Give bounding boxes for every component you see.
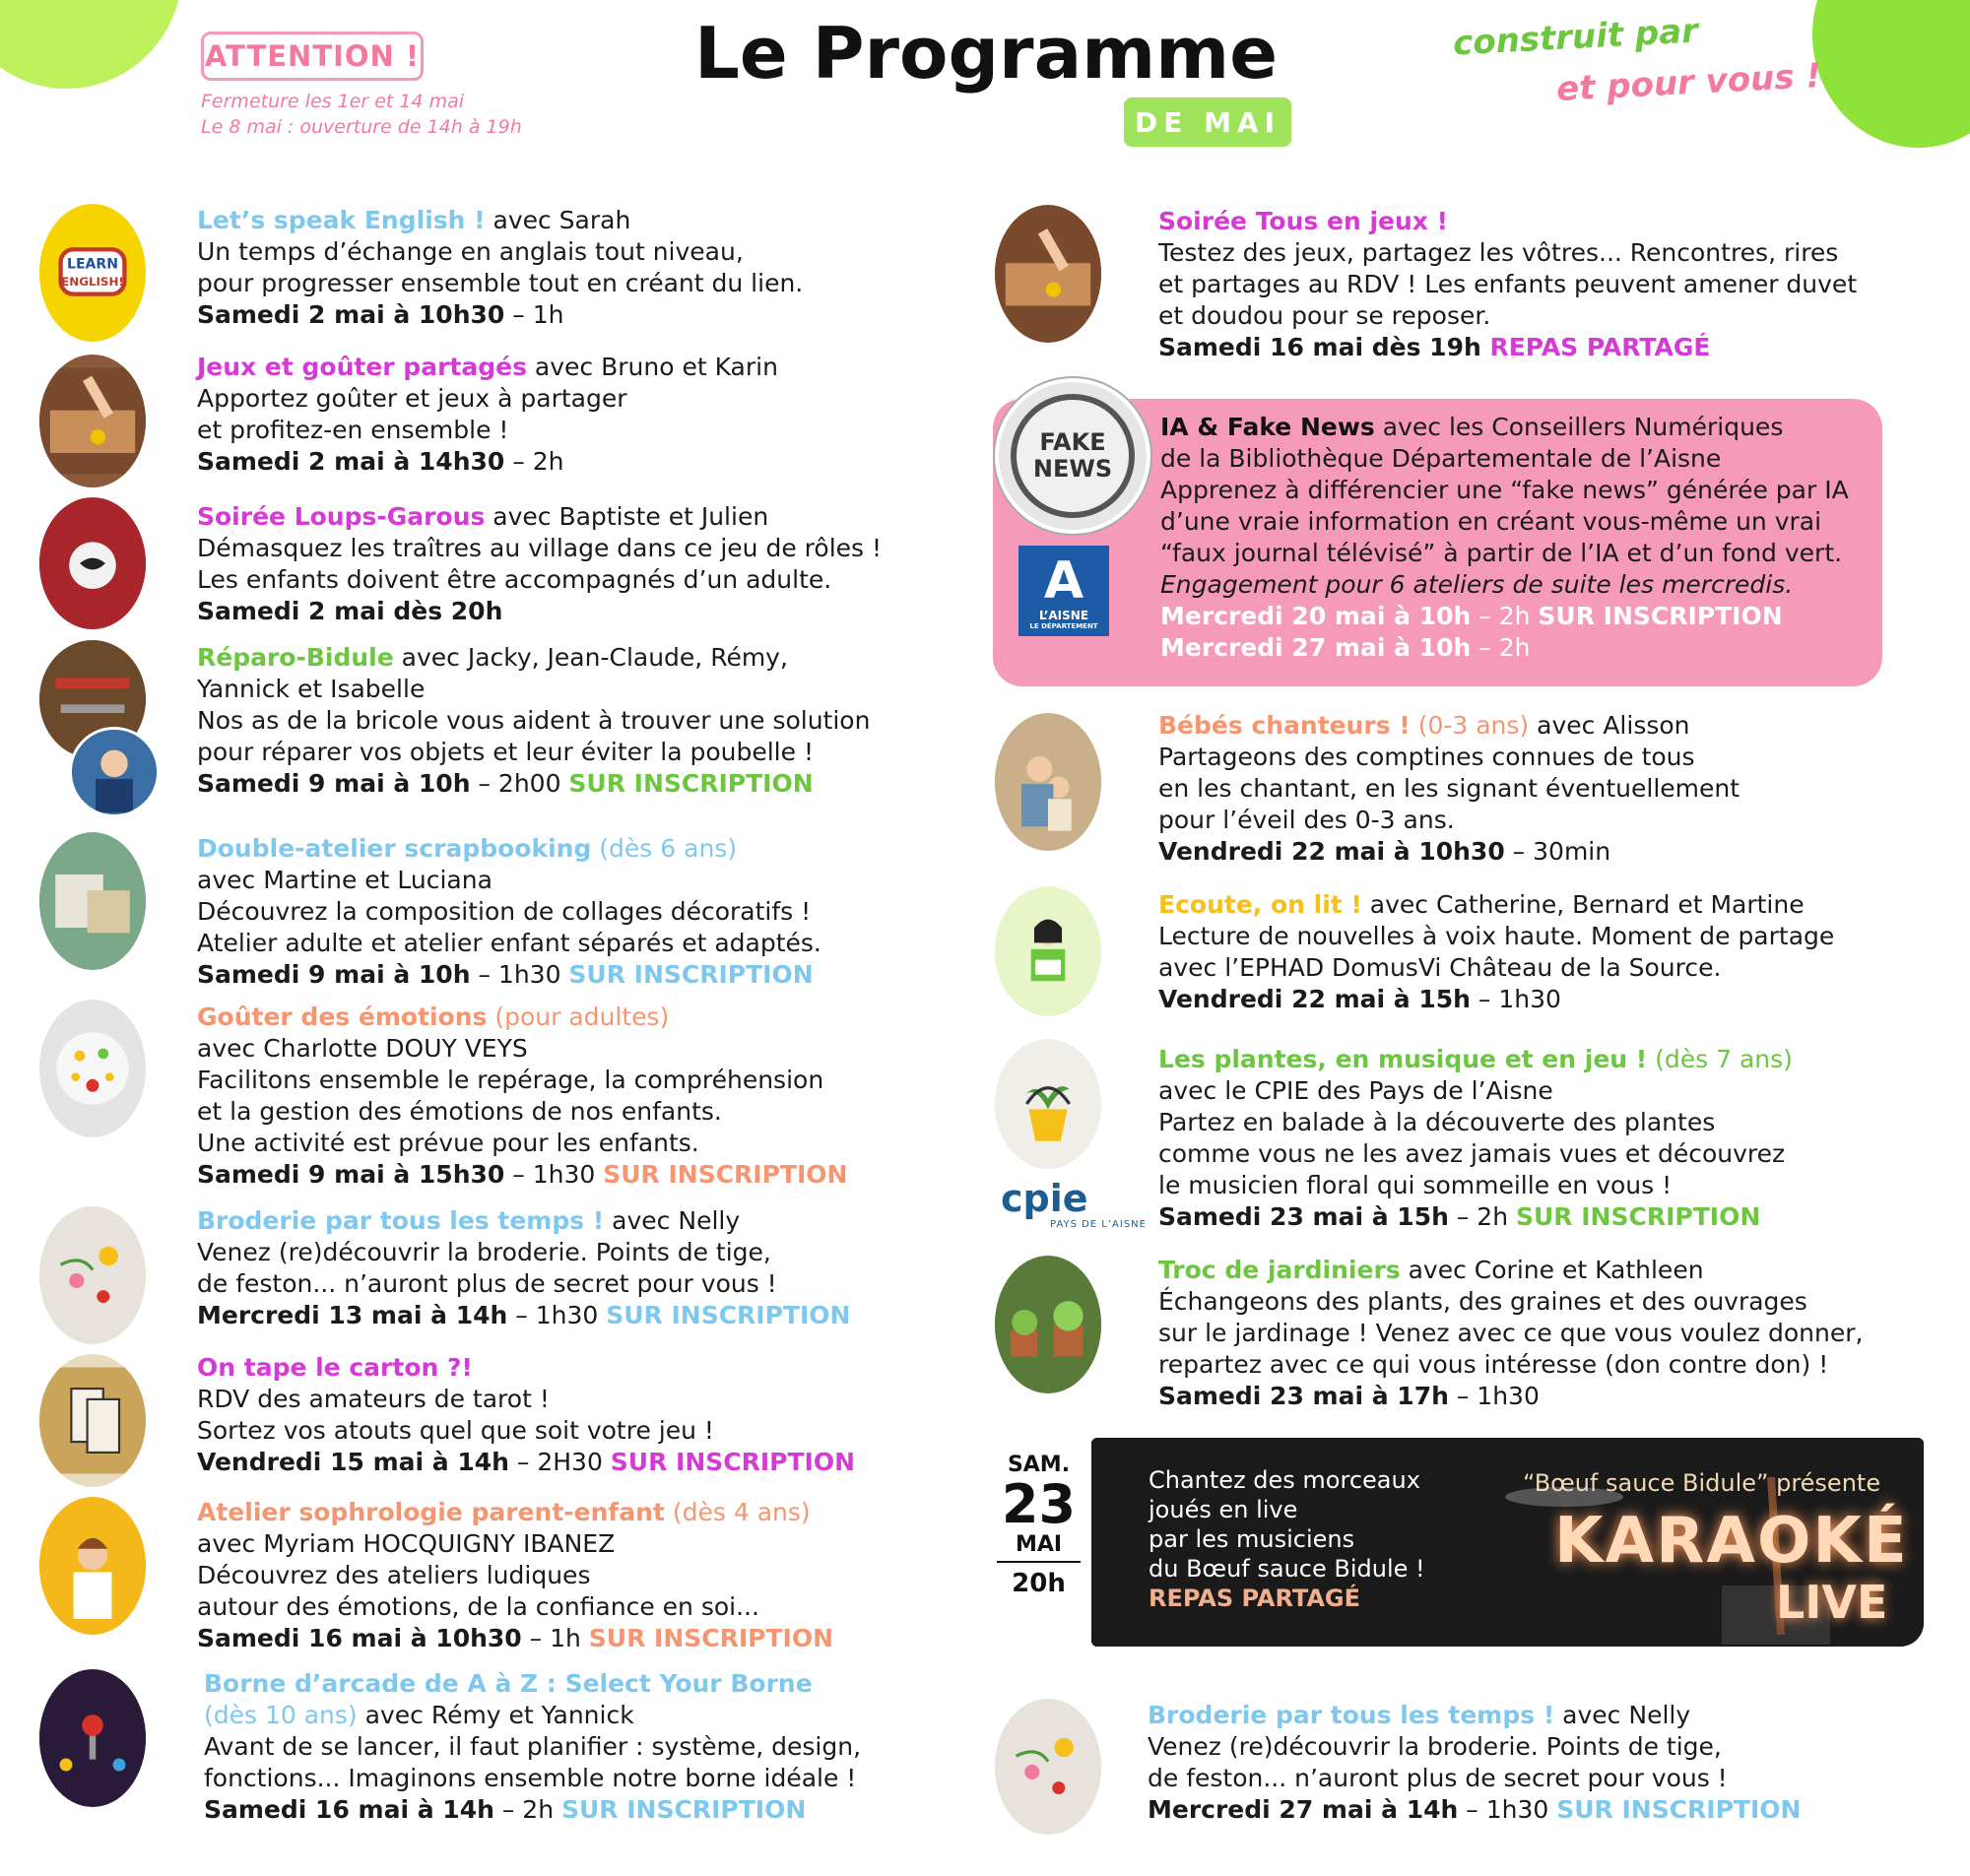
karaoke-line: Chantez des morceaux [1149, 1466, 1420, 1494]
cpie-logo-subtext: PAYS DE L’AISNE [1050, 1219, 1147, 1230]
svg-text:LEARN: LEARN [67, 256, 118, 273]
event-when: Samedi 9 mai à 10h [197, 769, 471, 798]
event-title: Réparo-Bidule [197, 643, 394, 672]
event-desc-line: pour progresser ensemble tout en créant du lien. [197, 269, 804, 297]
event-duration: – 1h30 [1470, 985, 1561, 1013]
event-title: IA & Fake News [1160, 413, 1375, 441]
event-host: avec Rémy et Yannick [357, 1701, 634, 1729]
event-desc-line: Nos as de la bricole vous aident à trouver une solution [197, 706, 871, 735]
event-jeux-gouter [197, 352, 778, 478]
event-bebes-chanteurs [1158, 710, 1740, 868]
event-desc-line: “faux journal télévisé” à partir de l’IA et d’un fond vert. [1160, 539, 1843, 567]
event-desc-line: et partages au RDV ! Les enfants peuvent amener duvet [1158, 270, 1858, 298]
event-duration: – 2h [1448, 1202, 1516, 1231]
event-duration: – 1h30 [470, 960, 569, 989]
registration-tag: SUR INSCRIPTION [1556, 1795, 1802, 1824]
event-ecoute-on-lit [1158, 889, 1834, 1015]
event-loups-garous [197, 501, 882, 627]
karaoke-banner [1091, 1438, 1924, 1647]
event-desc-line: Un temps d’échange en anglais tout niveau, [197, 237, 744, 266]
registration-tag: SUR INSCRIPTION [568, 769, 814, 798]
karaoke-text-block [1149, 1465, 1425, 1613]
event-duration: – 2h00 [470, 769, 569, 798]
event-host: avec les Conseillers Numériques [1374, 413, 1784, 441]
decorative-blob-left [0, 0, 182, 89]
embroidery-photo [39, 1206, 146, 1344]
cpie-logo: cpie [1001, 1177, 1088, 1220]
event-desc-line: Découvrez la composition de collages décoratifs ! [197, 897, 812, 926]
event-scrapbooking [197, 833, 821, 991]
event-title: Goûter des émotions [197, 1003, 488, 1031]
event-when: Samedi 9 mai à 10h [197, 960, 471, 989]
event-desc-line: avec l’EPHAD DomusVi Château de la Source. [1158, 953, 1722, 982]
event-host: avec Nelly [604, 1206, 741, 1235]
event-note: Engagement pour 6 ateliers de suite les mercredis. [1160, 570, 1794, 599]
event-desc-line: Apprenez à différencier une “fake news” générée par IA [1160, 476, 1849, 504]
reading-illustration [995, 886, 1101, 1016]
tarot-svg [39, 1354, 146, 1487]
tagline-line-1: construit par [1452, 11, 1699, 64]
karaoke-presents: “Bœuf sauce Bidule” présente [1523, 1469, 1881, 1497]
closure-line-2: Le 8 mai : ouverture de 14h à 19h [201, 116, 522, 138]
event-desc-line: Venez (re)découvrir la broderie. Points de tige, [197, 1238, 771, 1266]
learn-english-icon [39, 204, 146, 342]
event-desc-line: de feston... n’auront plus de secret pour vous ! [197, 1269, 777, 1298]
board-game-photo [39, 355, 146, 487]
event-host: avec Corine et Kathleen [1400, 1256, 1704, 1284]
event-desc-line: d’une vraie information en créant vous-même un vrai [1160, 507, 1822, 536]
page-title: Le Programme [694, 12, 1279, 95]
event-age: (0-3 ans) [1410, 711, 1530, 740]
event-duration: – 1h [521, 1624, 589, 1652]
event-desc-line: fonctions... Imaginons ensemble notre borne idéale ! [204, 1764, 857, 1792]
event-host: avec Bruno et Karin [526, 353, 778, 381]
event-desc-line: Atelier adulte et atelier enfant séparés et adaptés. [197, 929, 821, 957]
registration-tag: SUR INSCRIPTION [610, 1448, 856, 1476]
event-desc-line: Partageons des comptines connues de tous [1158, 743, 1695, 771]
decorative-blob-right [1812, 0, 1970, 148]
event-desc-line: Les enfants doivent être accompagnés d’un adulte. [197, 565, 832, 594]
event-age: (dès 4 ans) [664, 1498, 811, 1526]
event-desc-line: Avant de se lancer, il faut planifier : système, design, [204, 1732, 862, 1761]
event-when: Samedi 9 mai à 15h30 [197, 1160, 505, 1189]
event-when: Samedi 23 mai à 15h [1158, 1202, 1449, 1231]
reading-svg [995, 886, 1101, 1016]
aisne-logo-subtext: LE DÉPARTEMENT [1029, 622, 1098, 630]
karaoke-line: du Bœuf sauce Bidule ! [1149, 1555, 1425, 1583]
aisne-department-logo [1018, 546, 1109, 636]
garden-svg [995, 1256, 1101, 1393]
registration-tag: SUR INSCRIPTION [588, 1624, 834, 1652]
event-host: avec Myriam HOCQUIGNY IBANEZ [197, 1529, 616, 1558]
event-desc-line: autour des émotions, de la confiance en soi... [197, 1592, 759, 1621]
event-duration-2: – 2h [1471, 633, 1531, 662]
event-desc-line: repartez avec ce qui vous intéresse (don contre don) ! [1158, 1350, 1829, 1379]
registration-tag: SUR INSCRIPTION [603, 1160, 848, 1189]
scrapbook-svg [39, 832, 146, 970]
event-duration: – 2H30 [508, 1448, 611, 1476]
embroidery-photo-2 [995, 1699, 1101, 1835]
event-duration: – 2h [504, 447, 564, 476]
event-when: Vendredi 22 mai à 10h30 [1158, 837, 1505, 866]
event-host: avec Nelly [1554, 1701, 1691, 1729]
attention-badge: ATTENTION ! [201, 32, 424, 81]
werewolf-svg [39, 497, 146, 629]
event-desc-line: Découvrez des ateliers ludiques [197, 1561, 591, 1589]
svg-text:FAKE: FAKE [1039, 428, 1106, 456]
registration-tag: SUR INSCRIPTION [1516, 1202, 1761, 1231]
event-duration: – 1h30 [507, 1301, 607, 1329]
event-title: Broderie par tous les temps ! [197, 1206, 605, 1235]
event-title: On tape le carton ?! [197, 1353, 473, 1382]
event-desc-line: pour l’éveil des 0-3 ans. [1158, 806, 1455, 834]
event-desc-line: Lecture de nouvelles à voix haute. Moment de partage [1158, 922, 1835, 950]
karaoke-time: 20h [1012, 1569, 1066, 1598]
registration-tag: SUR INSCRIPTION [568, 960, 814, 989]
event-duration: – 1h30 [504, 1160, 604, 1189]
board-game-svg [39, 355, 146, 487]
event-title: Les plantes, en musique et en jeu ! [1158, 1045, 1648, 1073]
repair-person-photo [69, 727, 160, 817]
event-desc-line: comme vous ne les avez jamais vues et découvrez [1158, 1139, 1786, 1168]
event-duration: – 1h [504, 300, 564, 329]
event-english [197, 205, 803, 331]
event-title: Let’s speak English ! [197, 206, 486, 234]
aisne-logo-text: L’AISNE [1038, 609, 1089, 622]
family-photo [995, 713, 1101, 851]
month-badge: DE MAI [1124, 97, 1291, 147]
karaoke-line: joués en live [1149, 1496, 1298, 1523]
fake-news-svg [999, 382, 1147, 530]
meal-tag: REPAS PARTAGÉ [1489, 333, 1711, 361]
arcade-photo [39, 1669, 146, 1807]
registration-tag: SUR INSCRIPTION [606, 1301, 851, 1329]
event-host: avec Alisson [1529, 711, 1690, 740]
event-when: Samedi 2 mai à 10h30 [197, 300, 505, 329]
event-gouter-emotions [197, 1002, 847, 1191]
plant-pot-svg [995, 1039, 1101, 1169]
learn-english-svg [39, 204, 146, 342]
event-reparo-bidule [197, 642, 870, 800]
event-desc-line: et profitez-en ensemble ! [197, 416, 509, 444]
event-age: (pour adultes) [487, 1003, 670, 1031]
closure-notice [201, 89, 522, 140]
board-game-svg-2 [995, 205, 1101, 343]
event-host: avec Charlotte DOUY VEYS [197, 1034, 528, 1063]
scrapbook-photo [39, 832, 146, 970]
arcade-svg [39, 1669, 146, 1807]
event-broderie [197, 1205, 850, 1331]
plant-pot-photo [995, 1039, 1101, 1169]
family-svg [995, 713, 1101, 851]
event-tous-en-jeux [1158, 206, 1857, 363]
emotions-photo [39, 1000, 146, 1137]
event-title: Troc de jardiniers [1158, 1256, 1401, 1284]
emotions-svg [39, 1000, 146, 1137]
event-desc-line: et la gestion des émotions de nos enfants. [197, 1097, 722, 1126]
event-desc-line: en les chantant, en les signant éventuellement [1158, 774, 1740, 803]
event-when: Samedi 16 mai dès 19h [1158, 333, 1490, 361]
event-title: Borne d’arcade de A à Z : Select Your Borne [204, 1669, 813, 1698]
event-host: avec Sarah [485, 206, 631, 234]
event-title: Double-atelier scrapbooking [197, 834, 592, 863]
event-title: Atelier sophrologie parent-enfant [197, 1498, 665, 1526]
event-desc-line: pour réparer vos objets et leur éviter la poubelle ! [197, 738, 814, 766]
event-when: Mercredi 13 mai à 14h [197, 1301, 508, 1329]
event-desc-line: sur le jardinage ! Venez avec ce que vous voulez donner, [1158, 1319, 1864, 1347]
repair-person-svg [72, 730, 157, 814]
event-desc-line: Échangeons des plants, des graines et des ouvrages [1158, 1287, 1807, 1316]
event-ia-fake-news [1160, 412, 1849, 664]
event-desc-line: Facilitons ensemble le repérage, la compréhension [197, 1066, 824, 1094]
karaoke-title: KARAOKÉ [1554, 1505, 1909, 1578]
event-title: Jeux et goûter partagés [197, 353, 527, 381]
tagline-line-2: et pour vous ! [1555, 55, 1822, 110]
tarot-cards-photo [39, 1354, 146, 1487]
sophrology-svg [39, 1497, 146, 1635]
sophrology-photo [39, 1497, 146, 1635]
event-sophrologie [197, 1497, 833, 1654]
event-host: avec le CPIE des Pays de l’Aisne [1158, 1076, 1553, 1105]
event-host: avec Baptiste et Julien [485, 502, 769, 531]
event-tarot [197, 1352, 855, 1478]
event-desc-line: de feston... n’auront plus de secret pour vous ! [1148, 1764, 1728, 1792]
event-when: Samedi 23 mai à 17h [1158, 1382, 1449, 1410]
event-when: Samedi 2 mai dès 20h [197, 597, 503, 625]
event-title: Soirée Tous en jeux ! [1158, 207, 1448, 235]
event-troc-jardiniers [1158, 1255, 1863, 1412]
event-age: (dès 7 ans) [1647, 1045, 1793, 1073]
karaoke-date [997, 1453, 1081, 1598]
event-when: Vendredi 15 mai à 14h [197, 1448, 509, 1476]
event-desc-line: Démasquez les traîtres au village dans ce jeu de rôles ! [197, 534, 883, 562]
embroidery-svg [39, 1206, 146, 1344]
event-host-cont: de la Bibliothèque Départementale de l’Aisne [1160, 444, 1722, 473]
event-duration: – 2h [1471, 602, 1539, 630]
event-desc-line: Une activité est prévue pour les enfants. [197, 1129, 699, 1157]
event-title: Bébés chanteurs ! [1158, 711, 1411, 740]
event-title: Broderie par tous les temps ! [1148, 1701, 1555, 1729]
svg-text:NEWS: NEWS [1032, 455, 1113, 483]
werewolf-game-photo [39, 497, 146, 629]
event-host: avec Martine et Luciana [197, 866, 492, 894]
event-title: Ecoute, on lit ! [1158, 890, 1362, 919]
event-when: Samedi 2 mai à 14h30 [197, 447, 505, 476]
event-desc-line: Partez en balade à la découverte des plantes [1158, 1108, 1716, 1136]
karaoke-live: LIVE [1776, 1576, 1888, 1629]
event-when: Mercredi 20 mai à 10h [1160, 602, 1472, 630]
event-arcade [204, 1668, 861, 1826]
event-desc-line: RDV des amateurs de tarot ! [197, 1385, 550, 1413]
event-when: Mercredi 27 mai à 14h [1148, 1795, 1459, 1824]
karaoke-day: SAM. [1007, 1453, 1071, 1477]
svg-text:ENGLISH!: ENGLISH! [61, 274, 124, 289]
event-host-cont: Yannick et Isabelle [197, 675, 426, 703]
event-desc-line: Venez (re)découvrir la broderie. Points de tige, [1148, 1732, 1722, 1761]
event-desc-line: Apportez goûter et jeux à partager [197, 384, 627, 413]
embroidery-svg-2 [995, 1699, 1101, 1835]
event-desc-line: Testez des jeux, partagez les vôtres... Rencontres, rires [1158, 238, 1839, 267]
karaoke-meal-tag: REPAS PARTAGÉ [1149, 1585, 1361, 1612]
registration-tag: SUR INSCRIPTION [1538, 602, 1783, 630]
event-age: (dès 10 ans) [204, 1701, 358, 1729]
event-host: avec Jacky, Jean-Claude, Rémy, [393, 643, 788, 672]
aisne-logo-mark: A [1043, 551, 1084, 611]
event-when-2: Mercredi 27 mai à 10h [1160, 633, 1472, 662]
karaoke-month: MAI [997, 1532, 1081, 1563]
event-duration: – 2h [493, 1795, 561, 1824]
event-broderie-2 [1148, 1700, 1801, 1826]
event-plantes-musique [1158, 1044, 1793, 1233]
event-when: Samedi 16 mai à 10h30 [197, 1624, 522, 1652]
event-host: avec Catherine, Bernard et Martine [1361, 890, 1805, 919]
event-duration: – 30min [1504, 837, 1611, 866]
fake-news-icon [995, 378, 1150, 534]
karaoke-day-number: 23 [1001, 1473, 1077, 1535]
event-duration: – 1h30 [1458, 1795, 1557, 1824]
karaoke-line: par les musiciens [1149, 1525, 1355, 1553]
event-desc-line: et doudou pour se reposer. [1158, 301, 1491, 330]
board-game-photo-2 [995, 205, 1101, 343]
registration-tag: SUR INSCRIPTION [561, 1795, 807, 1824]
closure-line-1: Fermeture les 1er et 14 mai [201, 91, 465, 112]
event-age: (dès 6 ans) [591, 834, 738, 863]
event-duration: – 1h30 [1448, 1382, 1540, 1410]
event-desc-line: Sortez vos atouts quel que soit votre jeu ! [197, 1416, 714, 1445]
event-when: Samedi 16 mai à 14h [204, 1795, 494, 1824]
event-when: Vendredi 22 mai à 15h [1158, 985, 1471, 1013]
event-desc-line: le musicien floral qui sommeille en vous ! [1158, 1171, 1673, 1199]
garden-photo [995, 1256, 1101, 1393]
event-title: Soirée Loups-Garous [197, 502, 486, 531]
